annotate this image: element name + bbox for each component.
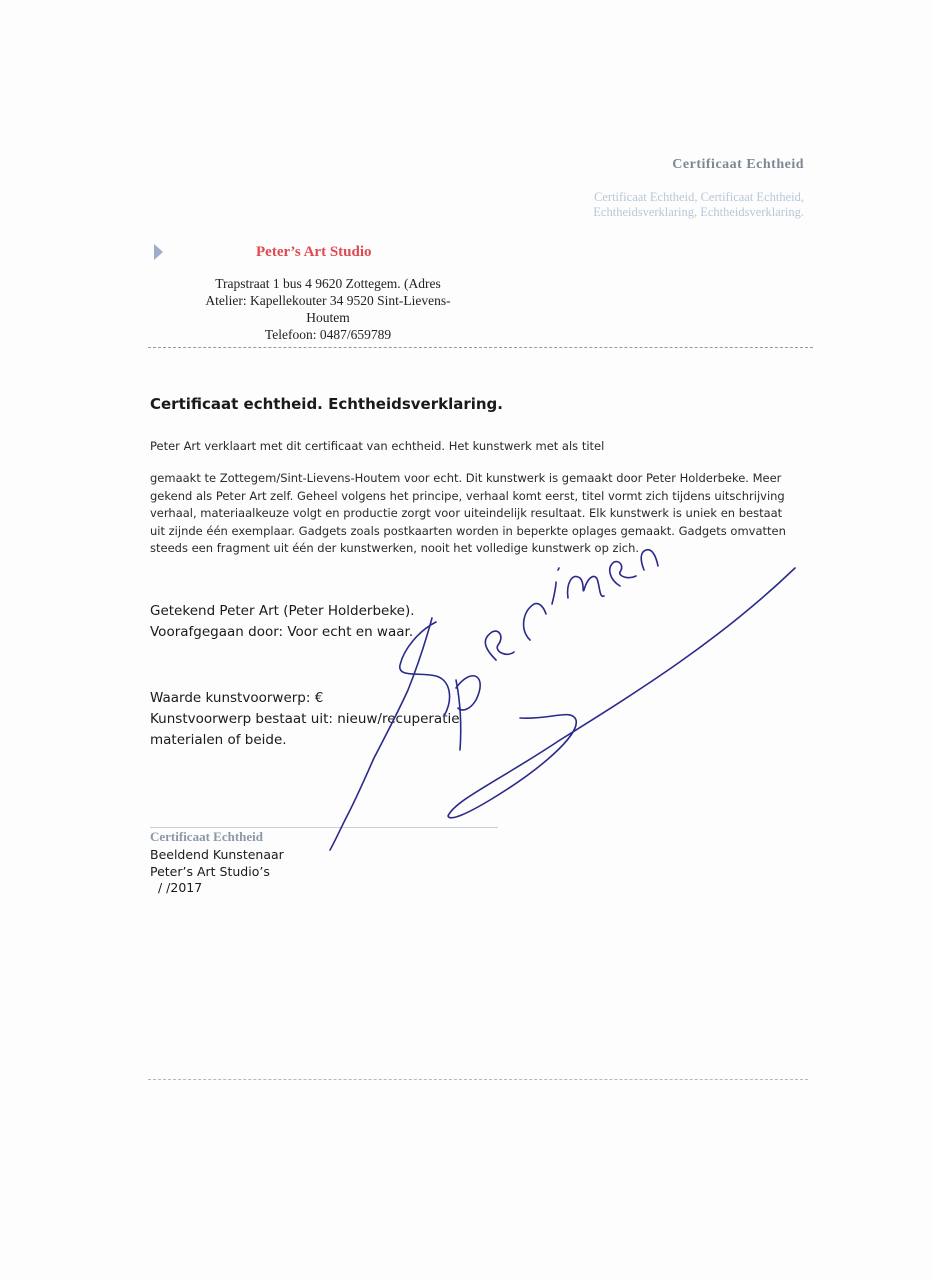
- specimen-stroke-e1: [485, 631, 514, 660]
- body-line: verhaal, materiaalkeuze volgt en productie zorgt voor uiteindelijk resultaat. Elk kunstwerk is uniek en bestaat: [150, 506, 783, 521]
- certificate-header-title: Certificaat Echtheid: [672, 157, 804, 172]
- footer-date: / /2017: [158, 880, 203, 895]
- value-statement: [150, 688, 470, 751]
- footer-title: Certificaat Echtheid: [150, 829, 264, 844]
- body-line: gekend als Peter Art zelf. Geheel volgens het principe, verhaal komt eerst, titel vormt zich tijdens uitschrijving: [150, 488, 785, 503]
- specimen-stroke-e2: [610, 562, 636, 586]
- header-subtitle-line: Certificaat Echtheid, Certificaat Echtheid,: [594, 190, 804, 204]
- address-line: Atelier: Kapellekouter 34 9520 Sint-Lievens-: [205, 293, 451, 308]
- certificate-intro: Peter Art verklaart met dit certificaat van echtheid. Het kunstwerk met als titel: [150, 439, 605, 453]
- address-line: Houtem: [306, 310, 350, 325]
- header-subtitle-line: Echtheidsverklaring, Echtheidsverklaring.: [593, 205, 804, 219]
- value-label: Waarde kunstvoorwerp: €: [150, 690, 324, 706]
- specimen-stroke-c: [524, 604, 546, 640]
- body-line: uit zijnde één exemplaar. Gadgets zoals postkaarten worden in beperkte oplages gemaakt. Gadgets omvatten: [150, 523, 786, 538]
- phone-line: Telefoon: 0487/659789: [264, 327, 392, 342]
- header-subtitle: [480, 190, 804, 220]
- studio-name: Peter’s Art Studio: [256, 244, 372, 260]
- studio-address: [180, 275, 476, 343]
- material-line: Kunstvoorwerp bestaat uit: nieuw/recuperatie: [150, 711, 460, 727]
- body-line: gemaakt te Zottegem/Sint-Lievens-Houtem voor echt. Dit kunstwerk is gemaakt door Peter Holderbeke. Meer: [150, 471, 782, 485]
- arrow-bullet-icon: [154, 244, 163, 260]
- footer-rule: [150, 827, 498, 828]
- footer-artist-role: Beeldend Kunstenaar: [150, 847, 284, 862]
- material-line: materialen of beide.: [150, 732, 287, 748]
- certificate-body: [150, 470, 818, 558]
- footer-studio-name: Peter’s Art Studio’s: [150, 864, 270, 879]
- specimen-stroke-sweep: [448, 568, 795, 818]
- address-line: Trapstraat 1 bus 4 9620 Zottegem. (Adres: [215, 276, 441, 291]
- certificate-heading: Certificaat echtheid. Echtheidsverklaring.: [150, 395, 503, 413]
- body-line: steeds een fragment uit één der kunstwerken, nooit het volledige kunstwerk op zich.: [150, 541, 640, 556]
- signed-by-text: Getekend Peter Art (Peter Holderbeke).: [150, 603, 415, 619]
- specimen-stroke-m: [568, 576, 604, 598]
- bottom-divider: [148, 1079, 808, 1080]
- specimen-stroke-i: [552, 568, 559, 604]
- top-divider: [148, 347, 813, 348]
- signature-statement: [150, 601, 415, 643]
- preceded-by-text: Voorafgegaan door: Voor echt en waar.: [150, 624, 414, 640]
